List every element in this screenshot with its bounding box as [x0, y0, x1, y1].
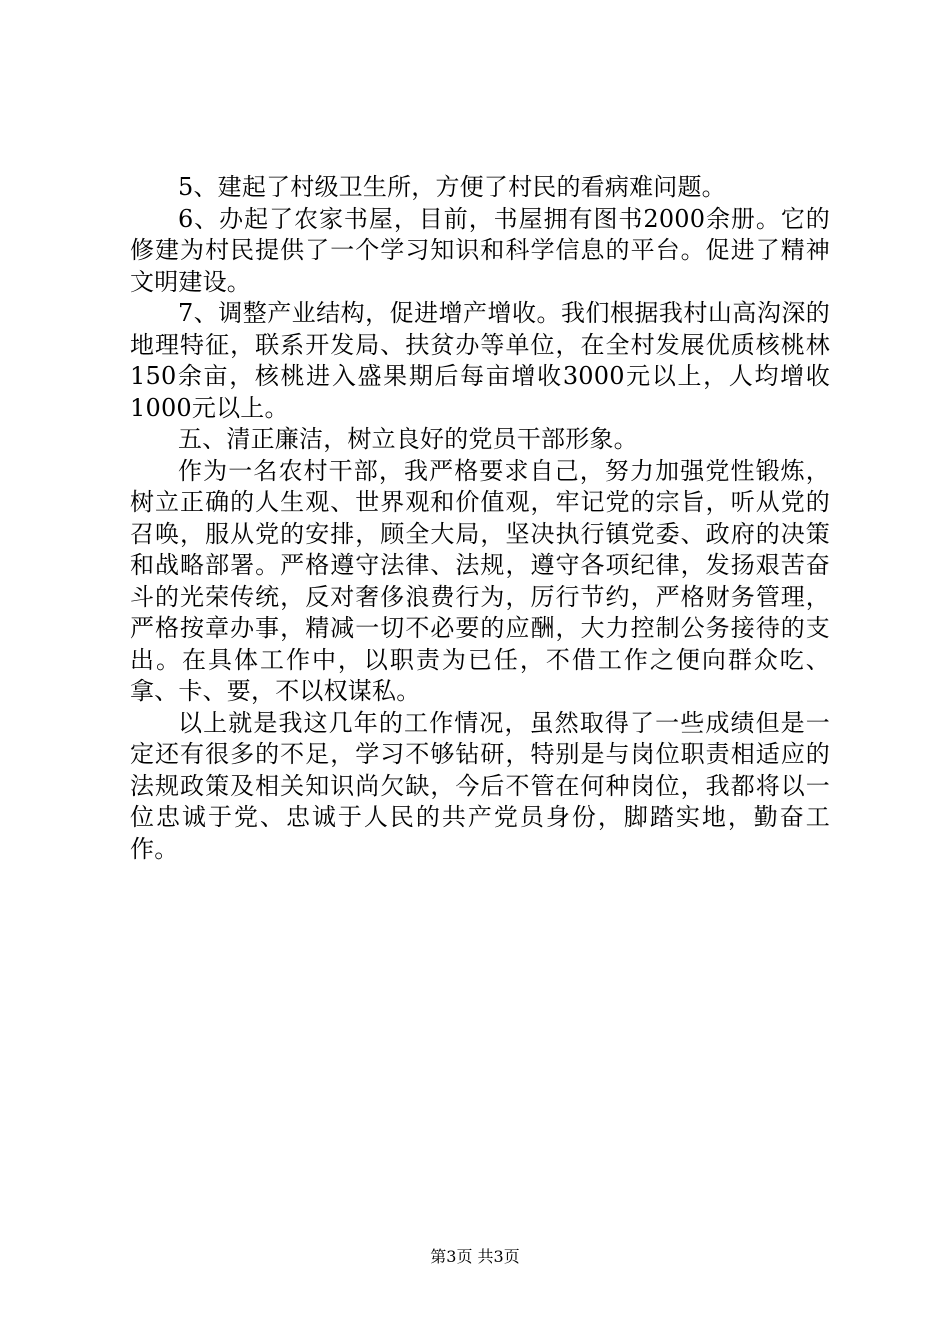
paragraph-section-heading: 五、清正廉洁，树立良好的党员干部形象。 — [178, 425, 638, 453]
document-body — [130, 172, 830, 865]
paragraph-self-discipline: 作为一名农村干部，我严格要求自己，努力加强党性锻炼，树立正确的人生观、世界观和价值观，牢记党的宗旨，听从党的召唤，服从党的安排，顾全大局，坚决执行镇党委、政府的决策和战略部署。严格遵守法律、法规，遵守各项纪律，发扬艰苦奋斗的光荣传统，反对奢侈浪费行为，厉行节约，严格财务管理，严格按章办事，精减一切不必要的应酬，大力控制公务接待的支出。在具体工作中，以职责为已任，不借工作之便向群众吃、拿、卡、要，不以权谋私。 — [130, 456, 830, 705]
paragraph-conclusion: 以上就是我这几年的工作情况，虽然取得了一些成绩但是一定还有很多的不足，学习不够钻研，特别是与岗位职责相适应的法规政策及相关知识尚欠缺，今后不管在何种岗位，我都将以一位忠诚于党、忠诚于人民的共产党员身份，脚踏实地，勤奋工作。 — [130, 708, 830, 863]
page-footer: 第3页 共3页 — [430, 1247, 520, 1266]
paragraph-industry-structure: 7、调整产业结构，促进增产增收。我们根据我村山高沟深的地理特征，联系开发局、扶贫办等单位，在全村发展优质核桃林150余亩，核桃进入盛果期后每亩增收3000元以上，人均增收1000元以上。 — [130, 299, 830, 422]
paragraph-health-clinic: 5、建起了村级卫生所，方便了村民的看病难问题。 — [178, 173, 726, 201]
paragraph-farm-library: 6、办起了农家书屋，目前，书屋拥有图书2000余册。它的修建为村民提供了一个学习知识和科学信息的平台。促进了精神文明建设。 — [130, 204, 830, 296]
